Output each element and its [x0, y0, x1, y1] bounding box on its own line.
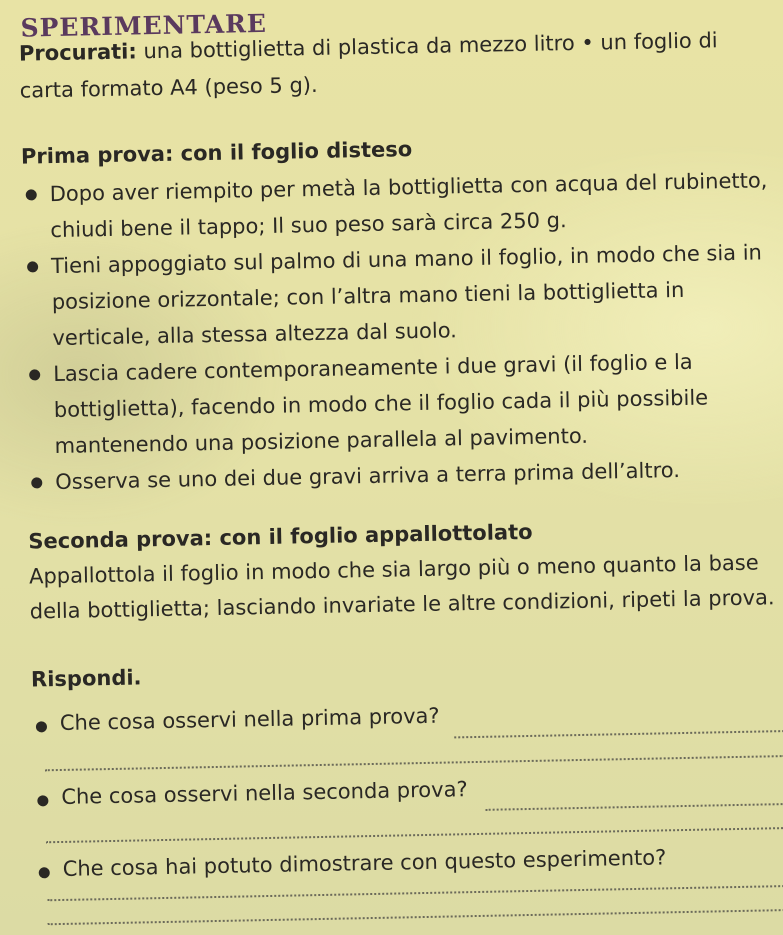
question-text: Che cosa osservi nella prima prova?: [59, 703, 440, 735]
bullet-icon: [39, 867, 50, 878]
bullet-icon: [29, 369, 40, 380]
answer-line[interactable]: [486, 803, 783, 811]
answer-line[interactable]: [454, 730, 783, 738]
step-text: Tieni appoggiato sul palmo di una mano il foglio, in modo che sia in posizione orizzontale; con l’altra mano tieni la bottiglietta in verticale, alla stessa altezza dal suolo.: [50, 240, 763, 351]
question-item: [34, 843, 783, 881]
step-text: Dopo aver riempito per metà la bottiglietta con acqua del rubinetto, chiudi bene il tappo; Il suo peso sarà circa 250 g.: [49, 168, 768, 243]
question-text: Che cosa hai potuto dimostrare con questo esperimento?: [62, 845, 667, 881]
second-test-text: Appallottola il foglio in modo che sia largo più o meno quanto la base della bottiglietta; lasciando invariate le altre condizioni, ripeti la prova.: [28, 550, 775, 624]
materials-text: una bottiglietta di plastica da mezzo litro • un foglio di carta formato A4 (peso 5 g).: [19, 28, 718, 103]
answer-line[interactable]: [47, 885, 783, 901]
answer-line[interactable]: [45, 755, 783, 771]
bullet-icon: [27, 261, 38, 272]
step-text: Osserva se uno dei due gravi arriva a terra prima dell’altro.: [55, 458, 681, 495]
answer-line[interactable]: [46, 827, 783, 843]
first-test-steps: [21, 162, 779, 500]
bullet-icon: [31, 477, 42, 488]
step-text: Lascia cadere contemporaneamente i due gravi (il foglio e la bottiglietta), facendo in modo che il foglio cada il più possibile mantenendo una posizione parallela al pavimento.: [52, 349, 709, 459]
bullet-icon: [37, 795, 48, 806]
materials-paragraph: [19, 21, 772, 109]
list-item: [25, 342, 779, 464]
bullet-icon: [26, 189, 37, 200]
second-test-heading: Seconda prova: con il foglio appallottolato: [28, 519, 533, 554]
materials-label: Procurati:: [18, 39, 137, 66]
questions-heading: Rispondi.: [30, 665, 142, 692]
list-item: [23, 234, 777, 356]
bullet-icon: [36, 721, 47, 732]
question-item: [32, 697, 783, 735]
question-text: Che cosa osservi nella seconda prova?: [61, 777, 468, 809]
question-item: [33, 771, 783, 809]
answer-line[interactable]: [48, 909, 783, 925]
section-title: SPERIMENTARE: [20, 8, 268, 43]
first-test-heading: Prima prova: con il foglio disteso: [20, 137, 413, 169]
